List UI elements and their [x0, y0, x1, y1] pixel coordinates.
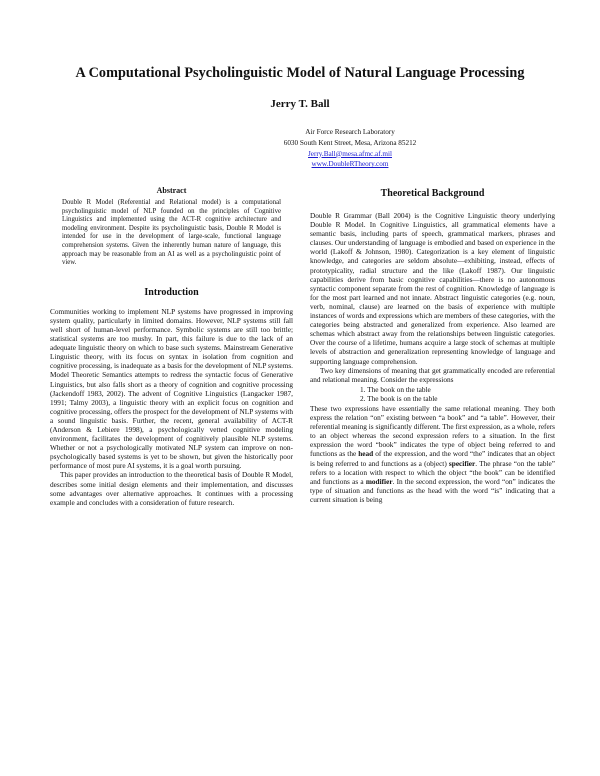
theory-text: . The phrase “on the table” refers to a location with respect to which the object “the book” can be identified and functions as a [310, 458, 555, 486]
theory-text: These two expressions have essentially the same relational meaning. They both express the relation “on” existing between “a book” and “a table”. However, their referential meaning is significantly different. The first expression, as a whole, refers to an object whereas the second expression refers to a situation. In the first expression the word “book” indicates the type of object being referred to and functions as the [310, 403, 555, 459]
affiliation-organization: Air Force Research Laboratory [305, 128, 395, 136]
example-item: 1. The book on the table [360, 384, 431, 394]
author-email-link[interactable]: Jerry.Ball@mesa.afmc.af.mil [308, 149, 392, 158]
introduction-paragraph: Communities working to implement NLP systems have progressed in improving system quality, particularly in limited domains. However, NLP systems still fall well short of human-level performance. Symbolic systems are still too brittle; statistical systems are too mushy. In part, this failure is due to the lack of an adequate linguistic theory on which to base such systems. Mainstream Generative Linguistic theory, with its focus on syntax in isolation from cognition and cognitive processing, is inadequate as a basis for the development of NLP systems. Model Theoretic Semantics attempts to redress the syntactic focus of Generative Linguistics, but also falls short as a theory of cognition and cognitive processing (Jackendoff 1983, 2002). The advent of Cognitive Linguistics (Langacker 1987, 1991; Talmy 2003), a linguistic theory with an explicit focus on cognition and cognitive processing, offers the prospect for the development of NLP systems with a sound linguistic basis. Further, the recent, general availability of ACT-R (Anderson & Lebiere 1998), a psychologically vetted cognitive modeling environment, facilitates the development of cognitively plausible NLP systems. Whether or not a psychologically motivated NLP system can improve on non-psychologically based systems is yet to be shown, but given the historically poor performance of most pure AI systems, it is a goal worth pursuing. [50, 306, 293, 471]
theory-text: of the expression, and the word “the” indicates that an object is being referred to and functions as a (object) [310, 449, 555, 468]
theoretical-background-heading: Theoretical Background [380, 188, 485, 199]
introduction-heading: Introduction [144, 286, 199, 298]
abstract-heading: Abstract [156, 186, 187, 195]
theory-paragraph [310, 404, 555, 504]
left-column [50, 186, 293, 507]
right-column [310, 186, 555, 504]
term-head: head [358, 449, 374, 459]
term-specifier: specifier [448, 458, 476, 468]
theory-paragraph: Double R Grammar (Ball 2004) is the Cognitive Linguistic theory underlying Double R Model. In Cognitive Linguistics, all grammatical elements have a semantic basis, including parts of speech, grammatical markers, phrases and clauses. Our understanding of language is embodied and based on experience in the world (Lakoff & Johnson, 1980). Categorization is a key element of linguistic knowledge, and categories are seldom absolute—exhibiting, instead, effects of prototypicality, radial structure and the like (Lakoff 1987). Our linguistic capabilities derive from basic cognitive capabilities—there is no autonomous syntactic component separate from the rest of cognition. Knowledge of language is for the most part learned and not innate. Abstract linguistic categories (e.g. noun, verb, nominal, clause) are learned on the basis of experience with multiple instances of words and expressions which are members of these categories, with the categories being abstracted and generalized from experience. Also learned are schemas which abstract away from the relationships between linguistic categories. Over the course of a lifetime, humans acquire a large stock of schemas at multiple levels of abstraction and generalization representing knowledge of language and supporting language comprehension. [310, 211, 555, 366]
author-affiliation [150, 127, 550, 170]
author-website-link[interactable]: www.DoubleRTheory.com [311, 160, 389, 169]
theory-text: . In the second expression, the word “on” indicates the type of situation and functions as the head with the word “is” indicating that a current situation is being [310, 476, 555, 504]
abstract-text: Double R Model (Referential and Relational model) is a computational psycholinguistic model of NLP founded on the principles of Cognitive Linguistics and implemented using the ACT-R cognitive architecture and modeling environment. Despite its psycholinguistic basis, Double R Model is intended for use in the development of large-scale, functional language comprehension systems. Given the inherently human nature of language, this approach may be reasonable from an AI as well as a psycholinguistic point of view. [62, 199, 281, 267]
theory-paragraph: Two key dimensions of meaning that get grammatically encoded are referential and relational meaning. Consider the expressions [310, 365, 555, 384]
paper-title: A Computational Psycholinguistic Model of Natural Language Processing [75, 65, 525, 81]
affiliation-address: 6030 South Kent Street, Mesa, Arizona 85212 [283, 138, 417, 147]
term-modifier: modifier [365, 476, 393, 486]
author-name: Jerry T. Ball [270, 98, 330, 110]
example-item: 2. The book is on the table [360, 393, 438, 403]
example-list [310, 385, 555, 403]
introduction-paragraph: This paper provides an introduction to the theoretical basis of Double R Model, describes some initial design elements and their implementation, and discusses some advantages over alternative approaches. It continues with a processing example and concludes with a consideration of future research. [50, 470, 293, 507]
